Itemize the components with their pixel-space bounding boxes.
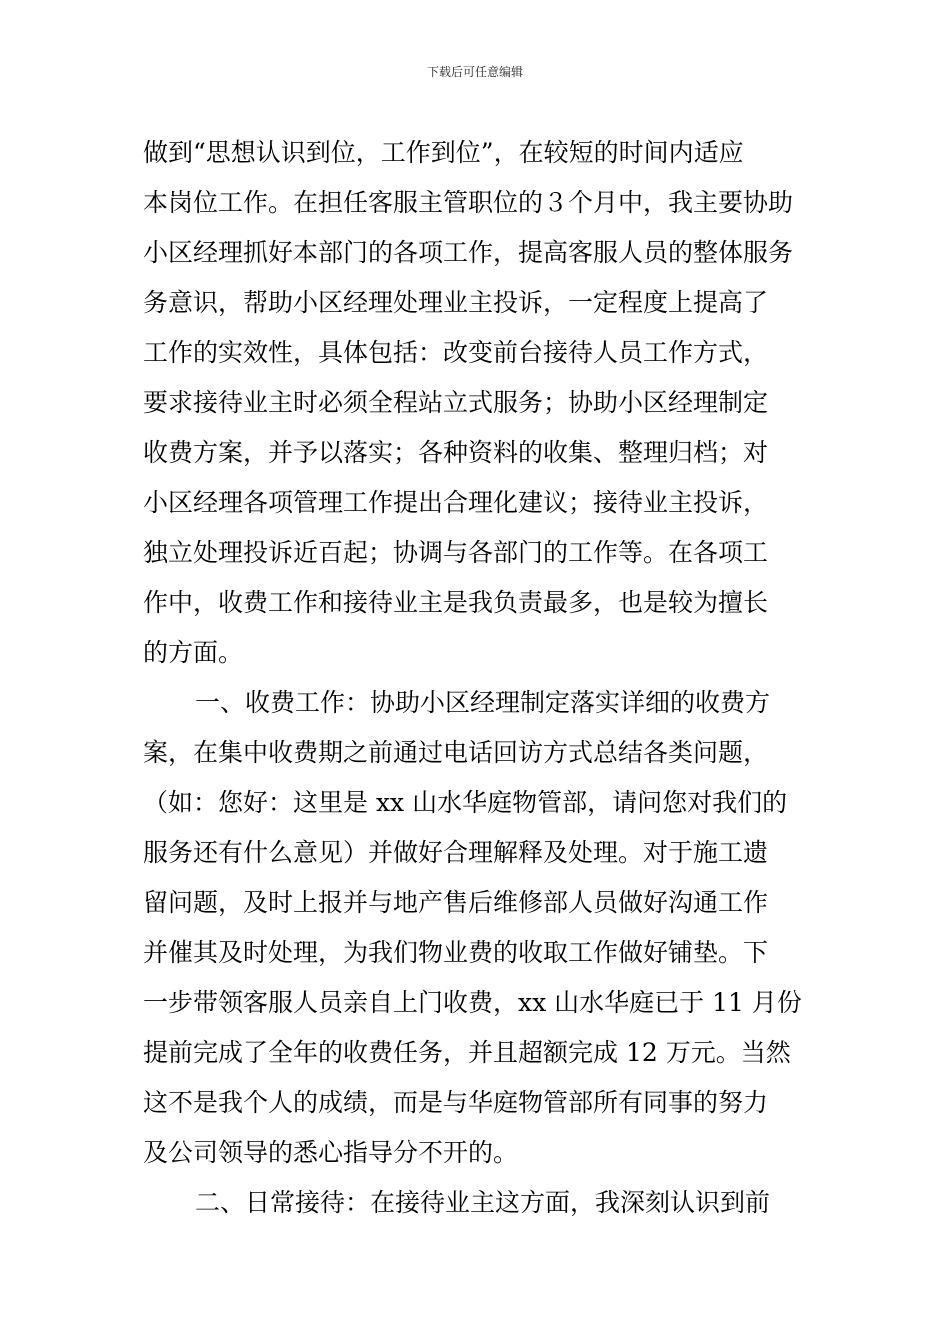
text-line: 收费方案，并予以落实；各种资料的收集、整理归档；对 [143,438,769,467]
paragraph-start-line: 二、日常接待：在接待业主这方面，我深刻认识到前 [195,1188,771,1217]
text-line: 案，在集中收费期之前通过电话回访方式总结各类问题， [143,738,769,767]
text-line: 及公司领导的悉心指导分不开的。 [143,1138,519,1167]
text-line: 留问题，及时上报并与地产售后维修部人员做好沟通工作 [143,888,769,917]
text-line: 提前完成了全年的收费任务，并且超额完成 12 万元。当然 [143,1038,791,1067]
text-line: 的方面。 [143,638,244,667]
text-line: 作中，收费工作和接待业主是我负责最多，也是较为擅长 [143,588,769,617]
text-line: 工作的实效性，具体包括：改变前台接待人员工作方式， [143,338,769,367]
document-body [143,128,813,1228]
text-line: 独立处理投诉近百起；协调与各部门的工作等。在各项工 [143,538,769,567]
text-line: 务意识，帮助小区经理处理业主投诉，一定程度上提高了 [143,288,769,317]
page-header: 下载后可任意编辑 [426,65,523,79]
text-line: 一步带领客服人员亲自上门收费，xx 山水华庭已于 11 月份 [143,988,802,1017]
text-line: 小区经理各项管理工作提出合理化建议；接待业主投诉， [143,488,769,517]
text-line: 这不是我个人的成绩，而是与华庭物管部所有同事的努力 [143,1088,769,1117]
text-line: 小区经理抓好本部门的各项工作，提高客服人员的整体服务 [143,238,794,267]
paragraph-start-line: 一、收费工作：协助小区经理制定落实详细的收费方 [195,688,771,717]
text-line: 本岗位工作。在担任客服主管职位的３个月中，我主要协助 [143,188,794,217]
text-line: （如：您好：这里是 xx 山水华庭物管部，请问您对我们的 [143,788,788,817]
text-line: 并催其及时处理，为我们物业费的收取工作做好铺垫。下 [143,938,769,967]
text-line: 做到“思想认识到位，工作到位”，在较短的时间内适应 [143,138,744,167]
text-line: 要求接待业主时必须全程站立式服务；协助小区经理制定 [143,388,769,417]
text-line: 服务还有什么意见）并做好合理解释及处理。对于施工遗 [143,838,769,867]
